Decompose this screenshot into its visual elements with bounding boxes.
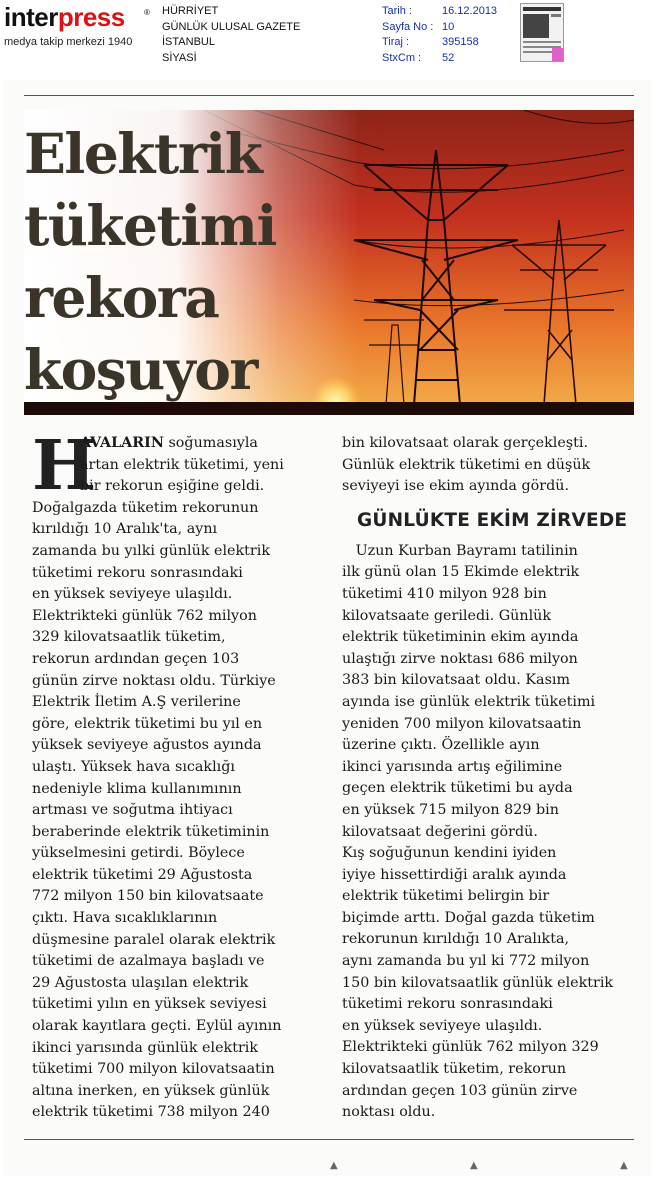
text-line: olarak kayıtlara geçti. Eylül ayının xyxy=(32,1018,282,1035)
publication-type: GÜNLÜK ULUSAL GAZETE xyxy=(162,20,301,33)
text-line: tüketimi 410 milyon 928 bin xyxy=(342,585,547,602)
text-line: 329 kilovatsaatlik tüketim, xyxy=(32,629,226,646)
text-line: rekorun ardından geçen 103 xyxy=(32,650,240,667)
logo-wordmark: interpress xyxy=(4,2,125,32)
text-line: seviyeyi ise ekim ayında gördü. xyxy=(342,478,569,495)
article-column-1 xyxy=(32,426,332,1124)
interpress-logo xyxy=(4,4,150,52)
text-line: günün zirve noktası oldu. Türkiye xyxy=(32,672,276,689)
text-line: göre, elektrik tüketimi bu yıl en xyxy=(32,715,263,732)
text-line: bir rekorun eşiğine geldi. xyxy=(80,478,265,495)
meta-page: Sayfa No : 10 xyxy=(382,20,455,33)
publication-city: İSTANBUL xyxy=(162,36,215,48)
text-line: Elektrikteki günlük 762 milyon 329 xyxy=(342,1039,599,1056)
scan-mark: ▲ xyxy=(620,1160,628,1171)
section-subheading: GÜNLÜKTE EKİM ZİRVEDE xyxy=(357,510,628,531)
text-line: nedeniyle klima kullanımının xyxy=(32,780,242,797)
column-1-body xyxy=(32,498,332,1124)
text-line: en yüksek seviyeye ulaşıldı. xyxy=(342,1017,543,1034)
text-line: ulaştı. Yüksek hava sıcaklığı xyxy=(32,758,235,775)
text-line: üzerine çıktı. Özellikle ayın xyxy=(342,737,540,754)
article-column-2 xyxy=(342,433,634,1124)
text-line: Elektrikteki günlük 762 milyon xyxy=(32,607,257,624)
text-line: yüksek seviyeye ağustos ayında xyxy=(32,737,262,754)
logo-tagline: medya takip merkezi 1940 xyxy=(4,36,133,48)
text-line: elektrik tüketiminin ekim ayında xyxy=(342,629,579,646)
publication-name: HÜRRİYET xyxy=(162,5,219,17)
text-line: Elektrik İletim A.Ş verilerine xyxy=(32,694,241,711)
meta-stxcm: StxCm : 52 xyxy=(382,51,455,64)
text-line: 150 bin kilovatsaatlik günlük elektrik xyxy=(342,974,614,991)
text-line: 29 Ağustosta ulaşılan elektrik xyxy=(32,974,249,991)
text-line: ulaştığı zirve noktası 686 milyon xyxy=(342,650,578,667)
page-thumbnail[interactable] xyxy=(520,3,564,62)
text-line: ikinci yarısında artış eğilimine xyxy=(342,758,563,775)
text-line: artması ve soğutma ihtiyacı xyxy=(32,802,233,819)
text-line: kırıldığı 10 Aralık'ta, aynı xyxy=(32,521,218,538)
column-2-body xyxy=(342,541,634,1124)
top-rule xyxy=(24,95,634,96)
text-line: tüketimi rekoru sonrasındaki xyxy=(342,996,553,1013)
scan-mark: ▲ xyxy=(470,1160,478,1171)
text-line: AVALARIN soğumasıyla xyxy=(80,435,258,451)
text-line: aynı zamanda bu yıl ki 772 milyon xyxy=(342,953,590,970)
text-line: ayında ise günlük elektrik tüketimi xyxy=(342,693,596,710)
text-line: yeniden 700 milyon kilovatsaatin xyxy=(342,715,582,732)
drop-cap: H xyxy=(32,426,97,506)
publication-info xyxy=(162,4,300,66)
headline-line: Elektrik xyxy=(24,121,262,186)
text-line: tüketimi rekoru sonrasındaki xyxy=(32,564,243,581)
text-line: çıktı. Hava sıcaklıklarının xyxy=(32,910,218,927)
text-line: noktası oldu. xyxy=(342,1104,436,1121)
article-headline xyxy=(24,118,344,406)
text-line: yükselmesini getirdi. Böylece xyxy=(32,845,245,862)
text-line: elektrik tüketimi 738 milyon 240 xyxy=(32,1104,270,1121)
text-line: en yüksek seviyeye ulaşıldı. xyxy=(32,586,233,603)
text-line: tüketimi de azalmaya başladı ve xyxy=(32,953,265,970)
headline-line: tüketimi xyxy=(24,193,276,258)
text-line: düşmesine paralel olarak elektrik xyxy=(32,931,276,948)
text-line: tüketimi 700 milyon kilovatsaatin xyxy=(32,1061,275,1078)
text-line: altına inerken, en yüksek günlük xyxy=(32,1082,270,1099)
headline-line: koşuyor xyxy=(24,337,257,402)
text-line: kilovatsaat değerini gördü. xyxy=(342,823,538,840)
bottom-rule xyxy=(24,1139,634,1140)
text-line: elektrik tüketimi belirgin bir xyxy=(342,888,550,905)
text-line: artan elektrik tüketimi, yeni xyxy=(80,456,284,473)
text-line: kilovatsaate geriledi. Günlük xyxy=(342,607,552,624)
text-line: ilk günü olan 15 Ekimde elektrik xyxy=(342,564,580,581)
meta-date: Tarih : 16.12.2013 xyxy=(382,5,498,17)
scan-mark: ▲ xyxy=(330,1160,338,1171)
text-line: Günlük elektrik tüketimi en düşük xyxy=(342,456,591,473)
text-line: geçen elektrik tüketimi bu ayda xyxy=(342,780,573,797)
text-line: bin kilovatsaat olarak gerçekleşti. xyxy=(342,435,588,451)
text-line: 383 bin kilovatsaat oldu. Kasım xyxy=(342,672,571,689)
registered-mark: ® xyxy=(144,8,150,17)
headline-line: rekora xyxy=(24,265,219,330)
text-line: rekorunun kırıldığı 10 Aralıkta, xyxy=(342,931,570,948)
text-line: zamanda bu yılki günlük elektrik xyxy=(32,542,270,559)
text-line: tüketimi yılın en yüksek seviyesi xyxy=(32,996,267,1013)
text-line: Uzun Kurban Bayramı tatilinin xyxy=(342,542,578,559)
text-line: 772 milyon 150 bin kilovatsaate xyxy=(32,888,264,905)
text-line: ardından geçen 103 günün zirve xyxy=(342,1082,578,1099)
meta-circulation: Tiraj : 395158 xyxy=(382,36,479,48)
clipping-meta xyxy=(382,4,497,66)
text-line: ikinci yarısında günlük elektrik xyxy=(32,1039,259,1056)
text-line: kilovatsaatlik tüketim, rekorun xyxy=(342,1061,567,1078)
text-line: Doğalgazda tüketim rekorunun xyxy=(32,499,259,516)
publication-section: SİYASİ xyxy=(162,51,197,64)
text-line: Kış soğuğunun kendini iyiden xyxy=(342,845,557,862)
text-line: biçimde arttı. Doğal gazda tüketim xyxy=(342,909,595,926)
text-line: elektrik tüketimi 29 Ağustosta xyxy=(32,866,253,883)
text-line: beraberinde elektrik tüketiminin xyxy=(32,823,270,840)
text-line: iyiye hissettirdiği aralık ayında xyxy=(342,866,567,883)
text-line: en yüksek 715 milyon 829 bin xyxy=(342,801,559,818)
